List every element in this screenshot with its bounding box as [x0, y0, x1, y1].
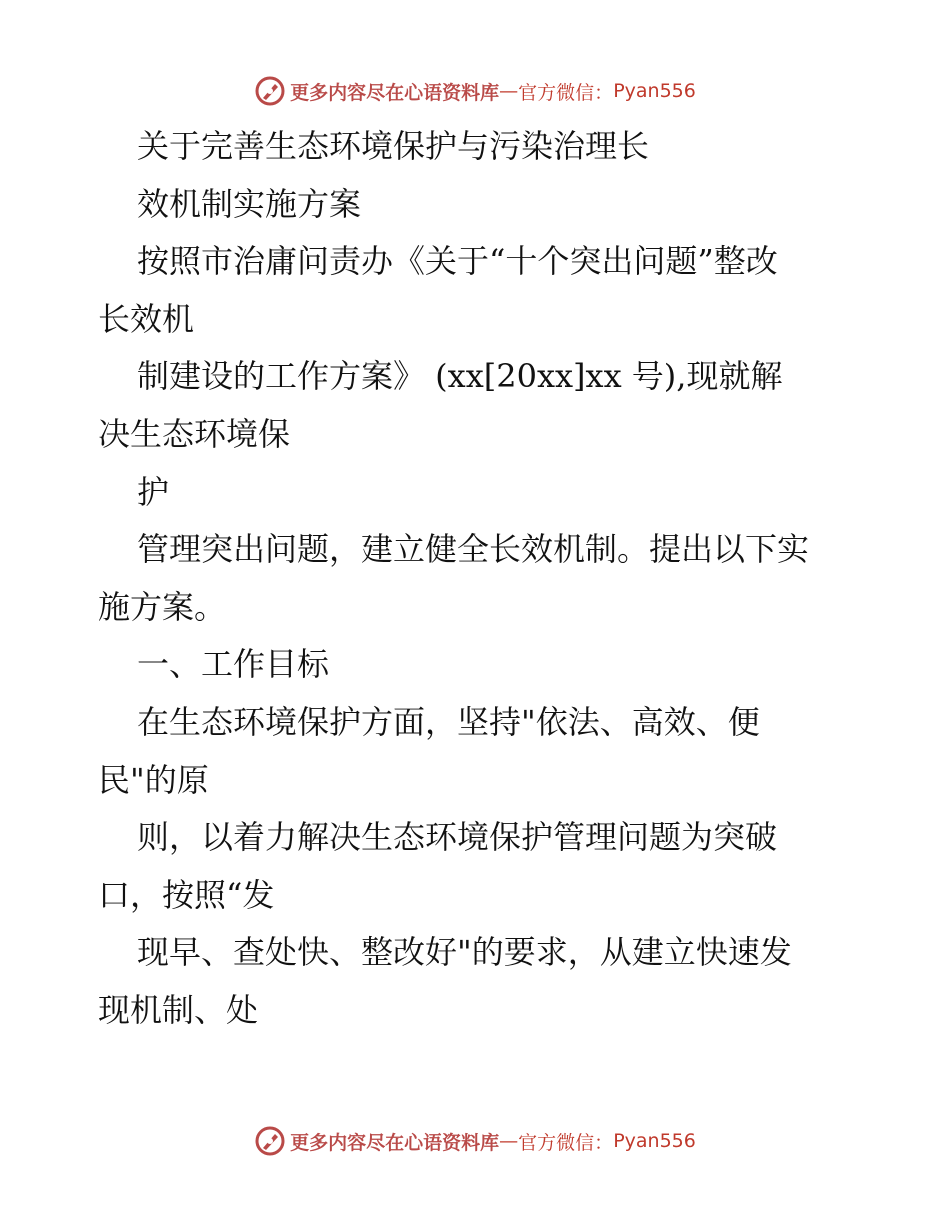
banner-wechat-label: 官方微信： [518, 81, 614, 104]
text-line: 护 [137, 472, 170, 511]
pen-logo-icon [254, 75, 286, 107]
text-line: 长效机 [98, 299, 195, 338]
text-line: 制建设的工作方案》 (xx[20xx]xx 号),现就解 [137, 357, 783, 396]
text-line: 现机制、处 [98, 990, 259, 1029]
banner-wechat-id: Pyan556 [613, 1130, 696, 1152]
text-line: 现早、查处快、整改好"的要求，从建立快速发 [137, 933, 792, 972]
footer-banner [0, 1124, 950, 1158]
text-line: 施方案。 [98, 587, 227, 626]
text-line: 一、工作目标 [137, 645, 330, 684]
text-line: 民"的原 [98, 760, 209, 799]
banner-wechat-label: 官方微信： [518, 1131, 614, 1154]
document-body [98, 118, 868, 1040]
text-line: 决生态环境保 [98, 414, 291, 453]
text-line: 效机制实施方案 [137, 184, 362, 223]
text-line: 管理突出问题，建立健全长效机制。提出以下实 [137, 530, 810, 569]
header-banner [0, 74, 950, 108]
text-line: 在生态环境保护方面，坚持"依法、高效、便 [137, 702, 760, 741]
text-line: 口，按照“发 [98, 875, 275, 914]
banner-wechat-id: Pyan556 [613, 80, 696, 102]
text-line: 关于完善生态环境保护与污染治理长 [137, 127, 650, 165]
banner-site-text: 更多内容尽在心语资料库 [290, 81, 500, 104]
text-line: 按照市治庸问责办《关于“十个突出问题”整改 [137, 242, 778, 281]
text-line: 则，以着力解决生态环境保护管理问题为突破 [137, 818, 778, 857]
pen-logo-icon [254, 1125, 286, 1157]
banner-dash: — [499, 80, 519, 102]
banner-dash: — [499, 1130, 519, 1152]
banner-site-text: 更多内容尽在心语资料库 [290, 1131, 500, 1154]
